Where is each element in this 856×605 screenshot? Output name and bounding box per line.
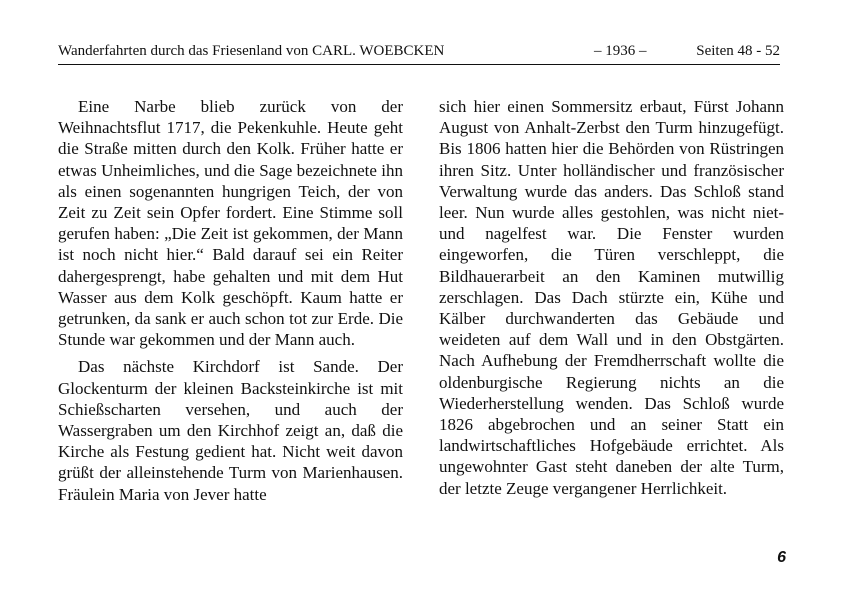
- page-number: 6: [777, 549, 786, 566]
- paragraph: Eine Narbe blieb zurück von der Weihnachtsflut 1717, die Pekenkuhle. Heute geht die Straße mitten durch den Kolk. Früher hatte er etwas Unheimliches, und die Sage bezeichnete ihn als einen sogenannten hungrigen Teich, der von Zeit zu Zeit sein Opfer fordert. Eine Stimme soll gerufen haben: „Die Zeit ist gekommen, der Mann ist noch nicht hier.“ Bald darauf sei ein Reiter dahergesprengt, habe gehalten und mit dem Hut Wasser aus dem Kolk geschöpft. Kaum hatte er getrunken, da sank er auch schon tot zur Erde. Die Stunde war gekommen und der Mann auch.: [58, 97, 403, 350]
- running-header: [58, 40, 780, 65]
- header-title: Wanderfahrten durch das Friesenland von CARL. WOEBCKEN: [58, 43, 445, 59]
- left-column: [58, 96, 403, 505]
- right-column: [439, 96, 784, 499]
- header-pages: Seiten 48 - 52: [696, 43, 780, 59]
- paragraph: Das nächste Kirchdorf ist Sande. Der Glockenturm der kleinen Backsteinkirche ist mit Schießscharten versehen, und auch der Wassergraben um den Kirchhof zeigt an, daß die Kirche als Festung gedient hat. Nicht weit davon grüßt der alleinstehende Turm von Marienhausen. Fräulein Maria von Jever hatte: [58, 357, 403, 504]
- paragraph: sich hier einen Sommersitz erbaut, Fürst Johann August von Anhalt-Zerbst den Turm hinzugefügt. Bis 1806 hatten hier die Behörden von Rüstringen ihren Sitz. Unter holländischer und französischer Verwaltung wurde das anders. Das Schloß stand leer. Nun wurde alles gestohlen, was nicht niet- und nagelfest war. Die Fenster wurden eingeworfen, die Türen verschleppt, die Bildhauerarbeit an den Kaminen mutwillig zerschlagen. Das Dach stürzte ein, Kühe und Kälber durchwanderten das Gebäude und weideten auf dem Wall und in den Obstgärten. Nach Aufhebung der Fremdherrschaft wollte die oldenburgische Regierung nichts an die Wiederherstellung wenden. Das Schloß wurde 1826 abgebrochen und an seiner Statt ein landwirtschaftliches Hofgebäude errichtet. Als ungewohnter Gast steht daneben der alte Turm, der letzte Zeuge vergangener Herrlichkeit.: [439, 97, 784, 498]
- header-year: – 1936 –: [594, 43, 647, 59]
